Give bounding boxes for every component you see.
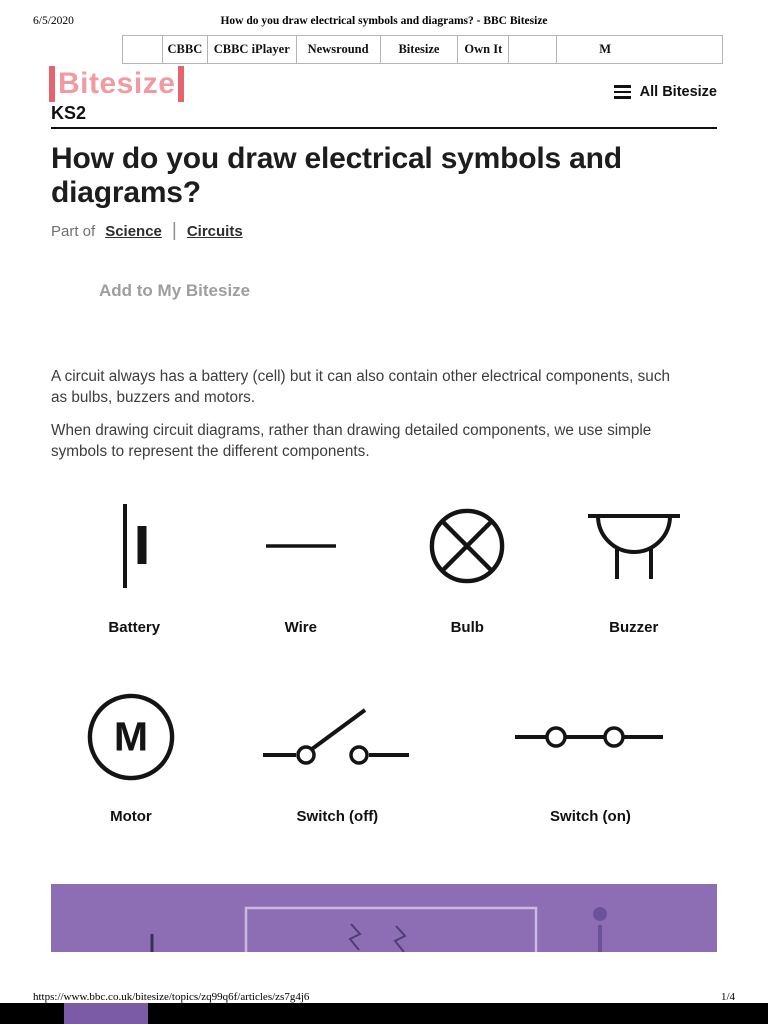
page-title-line-2: diagrams? xyxy=(51,176,201,210)
symbol-wire xyxy=(218,495,385,636)
bbc-top-nav xyxy=(122,35,723,64)
wire-symbol-icon xyxy=(265,540,337,552)
nav-item-more[interactable]: M xyxy=(557,36,723,63)
breadcrumb xyxy=(51,220,243,242)
switch-off-symbol-icon xyxy=(263,705,411,769)
level-label-ks2[interactable]: KS2 xyxy=(51,103,87,123)
breadcrumb-separator: | xyxy=(171,220,177,241)
paragraph-1-line-2: as bulbs, buzzers and motors. xyxy=(51,389,256,407)
circuits-link[interactable]: Circuits xyxy=(186,222,243,240)
buzzer-symbol-icon xyxy=(586,509,682,583)
part-of-label: Part of xyxy=(51,222,96,240)
logo-right-bar-icon xyxy=(178,66,184,102)
nav-item-cbbc-iplayer[interactable]: CBBC iPlayer xyxy=(208,36,297,63)
nav-cell-blank xyxy=(123,36,163,63)
battery-symbol-icon xyxy=(113,502,155,590)
symbol-switch-off xyxy=(211,688,464,825)
paragraph-2 xyxy=(51,420,731,463)
buzzer-label: Buzzer xyxy=(609,619,659,636)
symbol-motor xyxy=(51,688,211,825)
motor-letter: M xyxy=(113,713,149,760)
print-document-title: How do you draw electrical symbols and diagrams? - BBC Bitesize xyxy=(220,15,548,27)
nav-item-own-it[interactable]: Own It xyxy=(458,36,509,63)
wire-label: Wire xyxy=(284,619,317,636)
hamburger-menu-icon xyxy=(614,85,631,99)
page-title-line-1: How do you draw electrical symbols and xyxy=(51,142,622,175)
switch-off-label: Switch (off) xyxy=(296,808,379,825)
print-page-number: 1/4 xyxy=(720,991,735,1003)
circuit-illustration-banner xyxy=(51,884,717,952)
symbol-switch-on xyxy=(464,688,717,825)
logo-text: Bitesize xyxy=(58,67,176,100)
paragraph-2-line-2: symbols to represent the different components. xyxy=(51,443,370,461)
science-link[interactable]: Science xyxy=(105,222,162,240)
bulb-label: Bulb xyxy=(450,619,484,636)
symbols-row-1 xyxy=(51,495,717,636)
page-break-bar xyxy=(0,1003,768,1024)
print-footer-url: https://www.bbc.co.uk/bitesize/topics/zq99q6f/articles/zs7g4j6 xyxy=(33,991,310,1003)
print-date: 6/5/2020 xyxy=(33,15,74,27)
paragraph-1-line-1: A circuit always has a battery (cell) but it can also contain other electrical components, such xyxy=(51,368,670,385)
bitesize-logo[interactable] xyxy=(49,66,184,102)
symbol-bulb xyxy=(384,495,551,636)
all-bitesize-button[interactable] xyxy=(614,84,717,100)
bulb-symbol-icon xyxy=(428,507,506,585)
switch-on-symbol-icon xyxy=(515,717,665,757)
motor-label: Motor xyxy=(110,808,152,825)
nav-item-newsround[interactable]: Newsround xyxy=(297,36,381,63)
add-to-my-bitesize-button[interactable]: Add to My Bitesize xyxy=(99,281,251,300)
circuit-illustration-icon xyxy=(51,884,717,952)
header-divider-rule xyxy=(51,127,717,129)
nav-cell-blank xyxy=(509,36,557,63)
paragraph-2-line-1: When drawing circuit diagrams, rather than drawing detailed components, we use simple xyxy=(51,422,652,439)
nav-item-bitesize[interactable]: Bitesize xyxy=(381,36,459,63)
battery-label: Battery xyxy=(108,619,161,636)
symbol-buzzer xyxy=(551,495,718,636)
next-page-banner-fragment xyxy=(64,1003,148,1024)
paragraph-1 xyxy=(51,366,731,409)
switch-on-label: Switch (on) xyxy=(550,808,631,825)
symbol-battery xyxy=(51,495,218,636)
page-title xyxy=(51,142,701,210)
symbols-row-2 xyxy=(51,688,717,825)
all-bitesize-label: All Bitesize xyxy=(639,84,717,100)
motor-symbol-icon xyxy=(86,692,176,782)
nav-item-cbbc[interactable]: CBBC xyxy=(163,36,208,63)
